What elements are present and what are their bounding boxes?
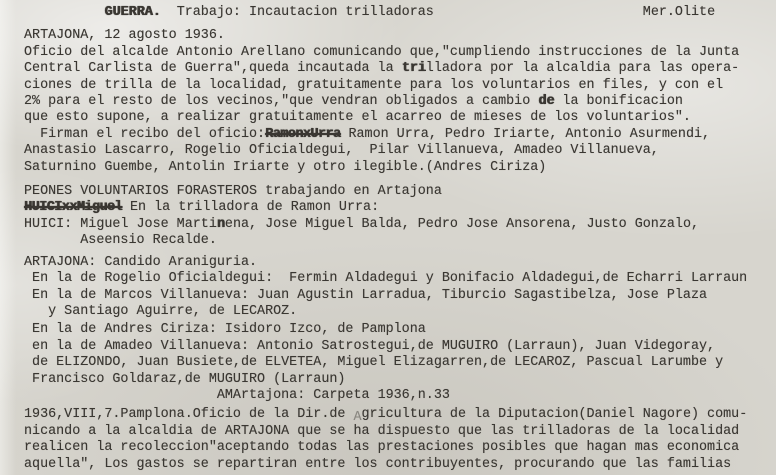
doc-line: [24, 5, 768, 21]
doc-line: [24, 457, 768, 473]
doc-line: [24, 184, 768, 200]
doc-line: [24, 355, 768, 371]
doc-line: [24, 388, 768, 404]
text-segment: Firman el recibo del oficio:: [24, 126, 266, 142]
text-segment: Central Carlista de Guerra",queda incautada la: [24, 61, 402, 77]
text-segment: Aseensio Recalde.: [24, 233, 217, 249]
text-segment: [434, 5, 643, 20]
text-segment: Oficio del alcalde Antonio Arellano comunicando que,"cumpliendo instrucciones de la Junta: [24, 44, 740, 60]
text-segment: de ELIZONDO, Juan Busiete,de ELVETEA, Miguel Elizagarren,de LECAROZ, Pascual Larumbe y: [24, 355, 724, 371]
section-heading: PEONES VOLUNTARIOS FORASTEROS trabajando en Artajona: [24, 184, 442, 200]
text-segment: gricultura de la Diputacion(Daniel Nagore) comu-: [361, 407, 748, 423]
text-segment: lladora por la alcaldia para las opera-: [425, 61, 740, 77]
subject-label: Trabajo: Incautacion trilladoras: [176, 5, 434, 20]
category-label: GUERRA.: [104, 5, 161, 20]
text-segment: [24, 5, 104, 20]
text-segment: 2% para el resto de los vecinos,"que vendran obligados a cambio: [24, 94, 539, 110]
doc-line: [24, 127, 768, 143]
doc-line: [24, 200, 768, 216]
text-segment: En la de Marcos Villanueva: Juan Agustin Larradua, Tiburcio Sagastibelza, Jose Plaza: [24, 287, 708, 303]
doc-line: [24, 322, 768, 338]
text-segment: [161, 5, 177, 20]
doc-line: [24, 61, 768, 77]
doc-line: [24, 217, 768, 233]
text-segment: Francisco Goldaraz,de MUGUIRO (Larraun): [24, 371, 346, 387]
text-segment: de: [538, 94, 555, 110]
text-segment: En la de Rogelio Oficialdegui: Fermin Aldadegui y Bonifacio Aldadegui,de Echarri Larraun: [24, 271, 748, 287]
struck-out-text: HUICIxxMiguel: [24, 200, 122, 216]
text-segment: en la de Amadeo Villanueva: Antonio Satrostegui,de MUGUIRO (Larraun), Juan Videgoray,: [24, 338, 716, 354]
text-segment: realicen la recoleccion"aceptando todas las prestaciones posibles que hagan mas economica: [24, 440, 740, 456]
text-segment: nicando a la alcaldia de ARTAJONA que se ha dispuesto que las trilladoras de la localidad: [24, 423, 740, 439]
merindad-label: Mer.Olite: [642, 5, 716, 20]
doc-line: [24, 304, 768, 320]
doc-line: [24, 45, 768, 61]
text-segment: HUICI: Miguel Jose Marti: [24, 216, 217, 232]
doc-line: [24, 28, 768, 44]
text-segment: que esto supone, a realizar gratuitamente el acarreo de mieses de los voluntarios".: [24, 110, 691, 126]
struck-out-text: RamonxUrra: [265, 126, 341, 142]
text-segment: ciones de trilla de la localidad, gratuitamente para los voluntarios en files, y con el: [24, 77, 724, 93]
text-segment: Anastasio Lascarro, Rogelio Oficialdegui, Pilar Villanueva, Amadeo Villanueva,: [24, 143, 659, 159]
doc-line: [24, 372, 768, 388]
doc-line: [24, 160, 768, 176]
doc-line: [24, 424, 768, 440]
doc-line: [24, 255, 768, 271]
text-segment: tri: [401, 61, 426, 77]
text-segment: [24, 388, 217, 403]
text-segment: aquella", Los gastos se repartiran entre los contribuyentes, procurando que las familias: [24, 456, 732, 472]
doc-line: [24, 339, 768, 355]
doc-line: [24, 143, 768, 159]
archive-reference: AMArtajona: Carpeta 1936,n.33: [216, 387, 450, 403]
doc-line: [24, 78, 768, 94]
text-segment: ena, Jose Miguel Balda, Pedro Jose Ansorena, Justo Gonzalo,: [224, 216, 700, 232]
doc-line: [24, 271, 768, 287]
doc-line: [24, 110, 768, 126]
place-date: ARTAJONA, 12 agosto 1936.: [24, 28, 225, 44]
text-segment: ARTAJONA: Candido Araniguria.: [24, 254, 258, 270]
text-segment: Saturnino Guembe, Antolin Iriarte y otro ilegible.(Andres Ciriza): [24, 159, 547, 175]
doc-line: [24, 440, 768, 456]
doc-line: [24, 407, 768, 426]
text-segment: la bonificacion: [554, 94, 683, 110]
text-segment: y Santiago Aguirre, de LECAROZ.: [24, 303, 298, 319]
text-segment: 1936,VIII,7.Pamplona.Oficio de la Dir.de: [24, 407, 354, 423]
text-segment: En la trilladora de Ramon Urra:: [121, 200, 380, 216]
doc-line: [24, 94, 768, 110]
doc-line: [24, 233, 768, 249]
text-segment: Ramon Urra, Pedro Iriarte, Antonio Asurmendi,: [340, 126, 711, 142]
text-segment: A: [353, 410, 362, 426]
text-segment: En la de Andres Ciriza: Isidoro Izco, de Pamplona: [24, 322, 426, 338]
doc-line: [24, 288, 768, 304]
text-segment: n: [216, 216, 225, 232]
